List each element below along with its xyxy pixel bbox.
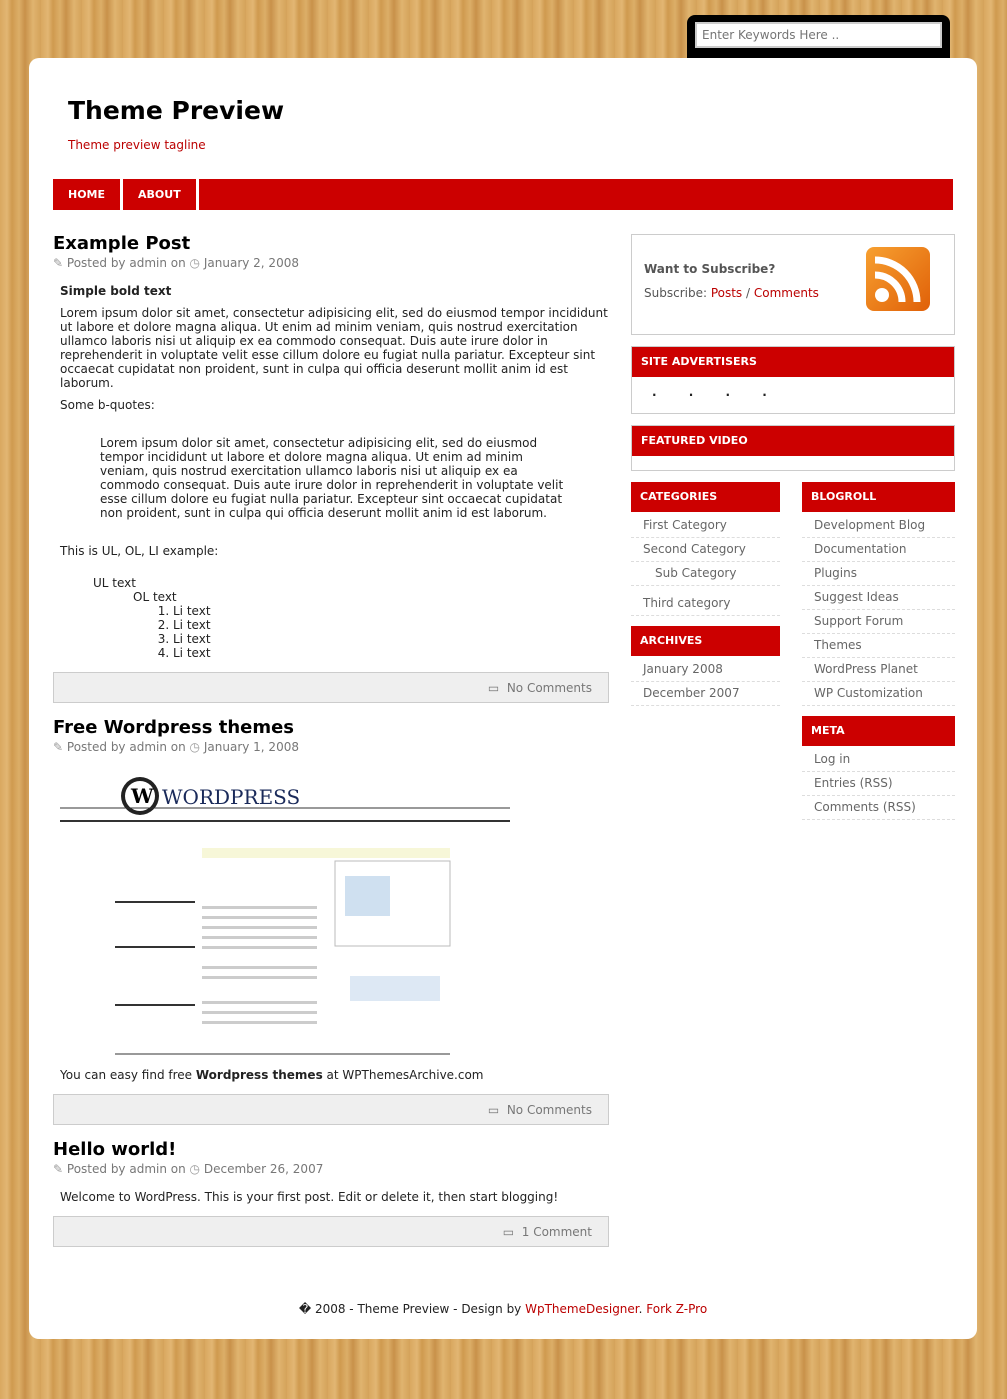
meta-link[interactable]: Comments (RSS) bbox=[802, 796, 955, 820]
comment-icon: ▭ bbox=[502, 1225, 515, 1239]
site-tagline: Theme preview tagline bbox=[68, 138, 206, 152]
list-label: This is UL, OL, LI example: bbox=[60, 544, 219, 558]
post-date: January 2, 2008 bbox=[203, 256, 299, 270]
search-input[interactable] bbox=[695, 22, 942, 48]
svg-text:WORDPRESS: WORDPRESS bbox=[162, 785, 301, 809]
fork-link[interactable]: Fork Z-Pro bbox=[646, 1302, 708, 1316]
page-container bbox=[29, 58, 977, 1339]
post-date: December 26, 2007 bbox=[203, 1162, 324, 1176]
list-item: 4. Li text bbox=[173, 646, 609, 660]
meta-link[interactable]: Entries (RSS) bbox=[802, 772, 955, 796]
subscribe-label: Subscribe: bbox=[644, 286, 711, 300]
category-link[interactable]: Third category bbox=[631, 592, 780, 616]
ul-text: UL text bbox=[93, 576, 136, 590]
blogroll-link[interactable]: Suggest Ideas bbox=[802, 586, 955, 610]
separator: . bbox=[638, 1302, 647, 1316]
bold-text: Simple bold text bbox=[60, 284, 172, 298]
post-author: Posted by admin on bbox=[66, 1162, 186, 1176]
comments-bar bbox=[53, 1216, 609, 1247]
post-author: Posted by admin on bbox=[66, 740, 186, 754]
post-text: Welcome to WordPress. This is your first post. Edit or delete it, then start blogging! bbox=[60, 1190, 559, 1204]
pencil-icon: ✎ bbox=[53, 256, 64, 270]
post-text: You can easy find free bbox=[60, 1068, 196, 1082]
post-title[interactable]: Example Post bbox=[53, 233, 191, 254]
category-link[interactable]: Second Category bbox=[631, 538, 780, 562]
pencil-icon: ✎ bbox=[53, 740, 64, 754]
blogroll-link[interactable]: Documentation bbox=[802, 538, 955, 562]
designer-link[interactable]: WpThemeDesigner bbox=[525, 1302, 639, 1316]
post bbox=[53, 717, 609, 1125]
list-item: 1. Li text bbox=[173, 604, 609, 618]
sidebar bbox=[631, 234, 955, 820]
categories-heading: CATEGORIES bbox=[631, 482, 780, 512]
video-box bbox=[631, 425, 955, 471]
subscribe-title: Want to Subscribe? bbox=[644, 262, 776, 276]
blogroll-heading: BLOGROLL bbox=[802, 482, 955, 512]
bq-label: Some b-quotes: bbox=[60, 398, 155, 412]
comment-icon: ▭ bbox=[487, 681, 500, 695]
blogroll-link[interactable]: Plugins bbox=[802, 562, 955, 586]
advertisers-heading: SITE ADVERTISERS bbox=[632, 347, 954, 377]
post-author: Posted by admin on bbox=[66, 256, 186, 270]
nav-home[interactable]: HOME bbox=[53, 179, 123, 210]
blogroll-link[interactable]: Development Blog bbox=[802, 514, 955, 538]
comments-bar bbox=[53, 672, 609, 703]
wordpress-screenshot-image bbox=[60, 776, 510, 1056]
svg-text:W: W bbox=[131, 784, 154, 808]
archive-link[interactable]: January 2008 bbox=[631, 658, 780, 682]
meta-heading: META bbox=[802, 716, 955, 746]
clock-icon: ◷ bbox=[189, 740, 201, 754]
video-heading: FEATURED VIDEO bbox=[632, 426, 954, 456]
meta-link[interactable]: Log in bbox=[802, 748, 955, 772]
subscribe-box bbox=[631, 234, 955, 335]
category-link[interactable]: Sub Category bbox=[631, 562, 780, 586]
comment-icon: ▭ bbox=[487, 1103, 500, 1117]
ol-text: OL text bbox=[133, 590, 177, 604]
advertisers-box bbox=[631, 346, 955, 414]
main-nav bbox=[53, 179, 953, 210]
paragraph: Lorem ipsum dolor sit amet, consectetur adipisicing elit, sed do eiusmod tempor incididunt ut labore et dolore magna aliqua. Ut enim ad minim veniam, quis nostrud exercitation ullamco laboris nisi ut aliquip ex ea commodo consequat. Duis aute irure dolor in reprehenderit in voluptate velit esse cillum dolore eu fugiat nulla pariatur. Excepteur sint occaecat cupidatat non proident, sunt in culpa qui officia deserunt mollit anim id est laborum. bbox=[60, 306, 608, 390]
comments-link[interactable]: 1 Comment bbox=[521, 1225, 592, 1239]
main-content bbox=[53, 233, 609, 1261]
post bbox=[53, 233, 609, 703]
blogroll-link[interactable]: Themes bbox=[802, 634, 955, 658]
blogroll-link[interactable]: Support Forum bbox=[802, 610, 955, 634]
post-date: January 1, 2008 bbox=[203, 740, 299, 754]
nav-about[interactable]: ABOUT bbox=[123, 179, 199, 210]
list-item: 2. Li text bbox=[173, 618, 609, 632]
pencil-icon: ✎ bbox=[53, 1162, 64, 1176]
archive-link[interactable]: December 2007 bbox=[631, 682, 780, 706]
category-link[interactable]: First Category bbox=[631, 514, 780, 538]
archives-heading: ARCHIVES bbox=[631, 626, 780, 656]
blogroll-link[interactable]: WP Customization bbox=[802, 682, 955, 706]
footer-text: � 2008 - Theme Preview - Design by bbox=[298, 1302, 526, 1316]
rss-icon[interactable] bbox=[866, 247, 930, 311]
clock-icon: ◷ bbox=[189, 256, 201, 270]
comments-link[interactable]: No Comments bbox=[506, 1103, 592, 1117]
site-title[interactable]: Theme Preview bbox=[68, 96, 285, 125]
comments-rss-link[interactable]: Comments bbox=[753, 286, 819, 300]
post-title[interactable]: Free Wordpress themes bbox=[53, 717, 295, 738]
post bbox=[53, 1139, 609, 1247]
list-item: 3. Li text bbox=[173, 632, 609, 646]
footer bbox=[29, 1302, 977, 1316]
blogroll-link[interactable]: WordPress Planet bbox=[802, 658, 955, 682]
comments-bar bbox=[53, 1094, 609, 1125]
separator: / bbox=[742, 286, 754, 300]
post-text-bold: Wordpress themes bbox=[195, 1068, 323, 1082]
advertisers-dots: . . . . bbox=[652, 385, 781, 399]
blockquote: Lorem ipsum dolor sit amet, consectetur adipisicing elit, sed do eiusmod tempor incididunt ut labore et dolore magna aliqua. Ut enim ad minim veniam, quis nostrud exercitation ullamco laboris nisi ut aliquip ex ea commodo consequat. Duis aute irure dolor in reprehenderit in voluptate velit esse cillum dolore eu fugiat nulla pariatur. Excepteur sint occaecat cupidatat non proident, sunt in culpa qui officia deserunt mollit anim id est laborum. bbox=[100, 436, 564, 520]
post-title[interactable]: Hello world! bbox=[53, 1139, 177, 1160]
post-text: at WPThemesArchive.com bbox=[322, 1068, 484, 1082]
posts-rss-link[interactable]: Posts bbox=[710, 286, 743, 300]
clock-icon: ◷ bbox=[189, 1162, 201, 1176]
comments-link[interactable]: No Comments bbox=[506, 681, 592, 695]
